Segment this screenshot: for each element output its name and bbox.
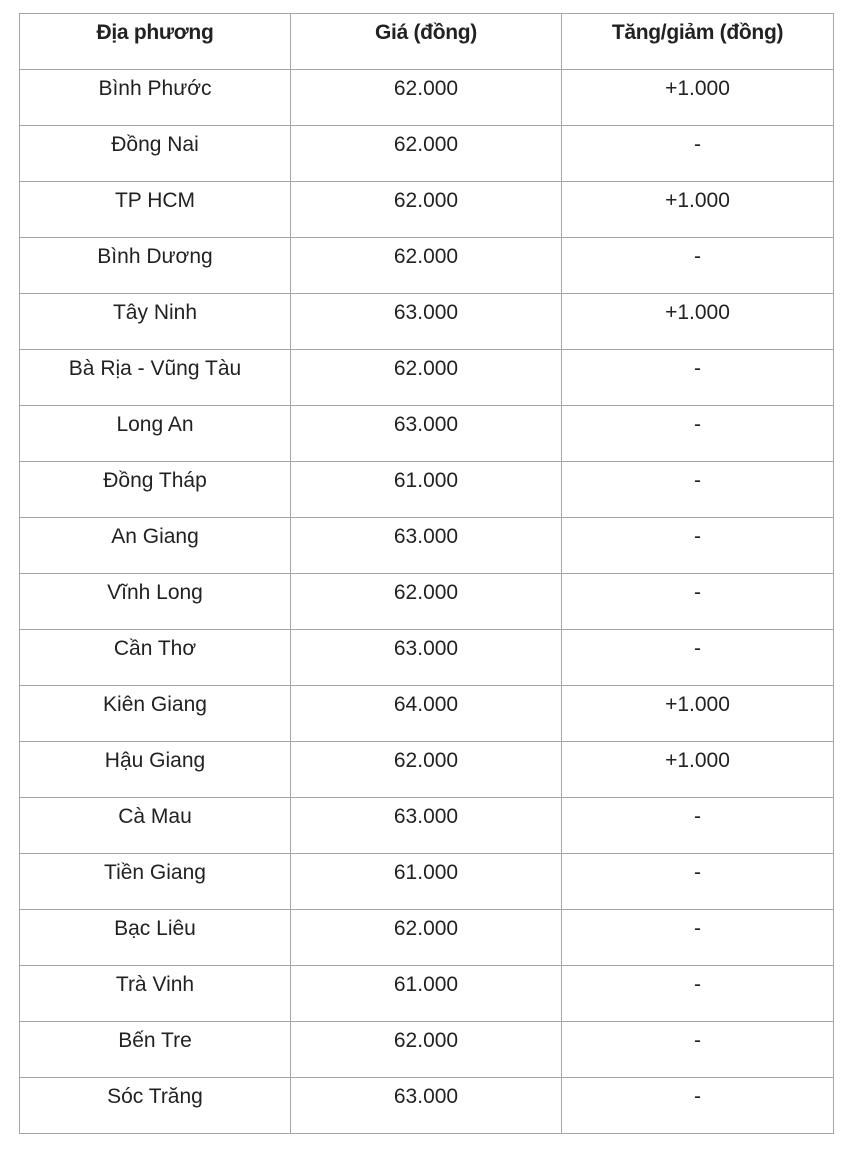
table-row	[20, 686, 834, 742]
cell-price: 63.000	[291, 798, 562, 854]
table-row	[20, 406, 834, 462]
cell-price: 63.000	[291, 630, 562, 686]
cell-region: Bà Rịa - Vũng Tàu	[20, 350, 291, 406]
cell-price: 61.000	[291, 966, 562, 1022]
header-region: Địa phương	[20, 14, 291, 70]
cell-change: -	[562, 854, 834, 910]
table-row	[20, 854, 834, 910]
cell-region: Vĩnh Long	[20, 574, 291, 630]
cell-region: Bạc Liêu	[20, 910, 291, 966]
cell-change: +1.000	[562, 182, 834, 238]
cell-change: +1.000	[562, 70, 834, 126]
cell-price: 62.000	[291, 574, 562, 630]
cell-price: 62.000	[291, 126, 562, 182]
cell-region: Cà Mau	[20, 798, 291, 854]
cell-region: Kiên Giang	[20, 686, 291, 742]
cell-price: 62.000	[291, 350, 562, 406]
cell-change: -	[562, 798, 834, 854]
table-header-row	[20, 14, 834, 70]
cell-change: -	[562, 126, 834, 182]
cell-price: 63.000	[291, 1078, 562, 1134]
table-row	[20, 966, 834, 1022]
cell-change: +1.000	[562, 742, 834, 798]
cell-region: Bình Dương	[20, 238, 291, 294]
table-row	[20, 910, 834, 966]
cell-region: TP HCM	[20, 182, 291, 238]
cell-price: 61.000	[291, 462, 562, 518]
table-row	[20, 126, 834, 182]
cell-change: -	[562, 350, 834, 406]
cell-price: 62.000	[291, 182, 562, 238]
header-price: Giá (đồng)	[291, 14, 562, 70]
cell-change: -	[562, 518, 834, 574]
header-change: Tăng/giảm (đồng)	[562, 14, 834, 70]
table-row	[20, 238, 834, 294]
cell-region: Long An	[20, 406, 291, 462]
cell-region: Tây Ninh	[20, 294, 291, 350]
cell-region: Đồng Nai	[20, 126, 291, 182]
table-row	[20, 182, 834, 238]
cell-price: 63.000	[291, 294, 562, 350]
cell-region: Đồng Tháp	[20, 462, 291, 518]
cell-price: 62.000	[291, 910, 562, 966]
cell-region: Tiền Giang	[20, 854, 291, 910]
cell-price: 62.000	[291, 70, 562, 126]
table-row	[20, 462, 834, 518]
table-row	[20, 742, 834, 798]
table-row	[20, 350, 834, 406]
price-table	[19, 13, 834, 1134]
cell-region: Hậu Giang	[20, 742, 291, 798]
table-row	[20, 1022, 834, 1078]
table-row	[20, 518, 834, 574]
cell-change: -	[562, 238, 834, 294]
table-row	[20, 70, 834, 126]
table-row	[20, 294, 834, 350]
cell-region: Trà Vinh	[20, 966, 291, 1022]
cell-region: Cần Thơ	[20, 630, 291, 686]
table-row	[20, 630, 834, 686]
cell-price: 63.000	[291, 406, 562, 462]
cell-price: 61.000	[291, 854, 562, 910]
cell-change: -	[562, 910, 834, 966]
table-row	[20, 798, 834, 854]
cell-change: -	[562, 1078, 834, 1134]
cell-region: Sóc Trăng	[20, 1078, 291, 1134]
cell-change: +1.000	[562, 294, 834, 350]
cell-region: Bình Phước	[20, 70, 291, 126]
cell-price: 62.000	[291, 238, 562, 294]
cell-price: 62.000	[291, 1022, 562, 1078]
cell-price: 63.000	[291, 518, 562, 574]
table-row	[20, 1078, 834, 1134]
cell-change: -	[562, 462, 834, 518]
table-row	[20, 574, 834, 630]
cell-region: Bến Tre	[20, 1022, 291, 1078]
cell-change: +1.000	[562, 686, 834, 742]
cell-change: -	[562, 966, 834, 1022]
cell-change: -	[562, 630, 834, 686]
cell-region: An Giang	[20, 518, 291, 574]
cell-change: -	[562, 574, 834, 630]
cell-price: 64.000	[291, 686, 562, 742]
cell-change: -	[562, 1022, 834, 1078]
cell-price: 62.000	[291, 742, 562, 798]
cell-change: -	[562, 406, 834, 462]
